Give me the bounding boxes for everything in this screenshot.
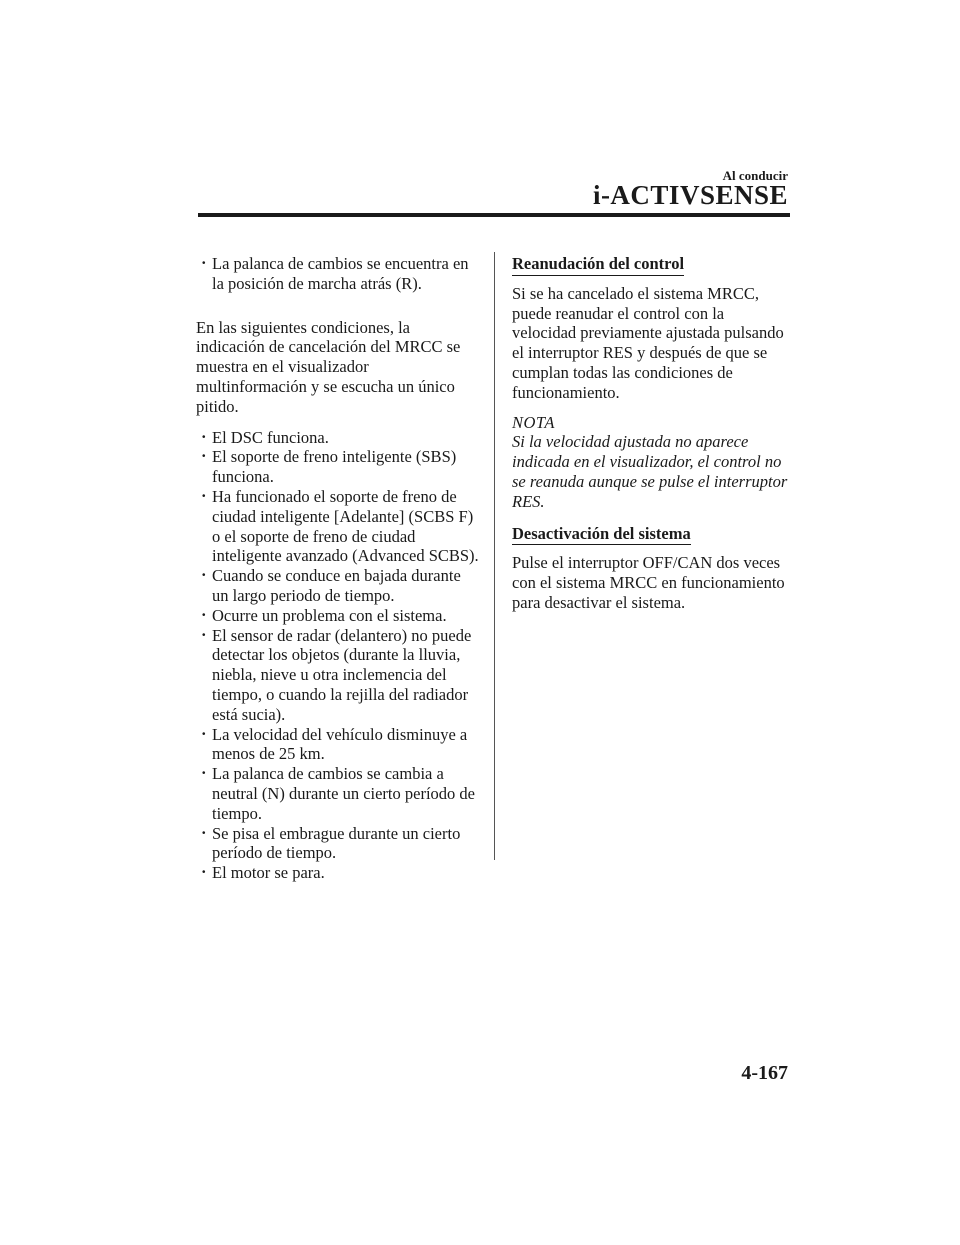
list-item: · Ocurre un problema con el sistema. xyxy=(196,606,481,626)
deactivation-text: Pulse el interruptor OFF/CAN dos veces con el sistema MRCC en funcionamiento para desactivar el sistema. xyxy=(512,553,785,612)
list-item: · El soporte de freno inteligente (SBS) funciona. xyxy=(196,447,481,487)
conditions-paragraph: En las siguientes condiciones, la indicación de cancelación del MRCC se muestra en el visualizador multinformación y se escucha un único pitido. xyxy=(196,317,461,416)
note-text: Si la velocidad ajustada no aparece indicada en el visualizador, el control no se reanuda aunque se pulse el interruptor RES. xyxy=(512,432,788,511)
list-item: · Se pisa el embrague durante un cierto período de tiempo. xyxy=(196,824,481,864)
page-number: 4-167 xyxy=(741,1062,788,1084)
list-item: · El motor se para. xyxy=(196,863,481,883)
left-column xyxy=(196,254,481,883)
note-label: NOTA xyxy=(512,412,555,432)
list-item: · Ha funcionado el soporte de freno de ciudad inteligente [Adelante] (SCBS F) o el soporte de freno de ciudad inteligente avanzado (Advanced SCBS). xyxy=(196,487,481,566)
conditions-list xyxy=(196,428,481,883)
deactivation-heading: Desactivación del sistema xyxy=(512,524,691,546)
resume-control-heading: Reanudación del control xyxy=(512,254,684,276)
header-rule xyxy=(198,213,790,217)
section-label: Al conducir xyxy=(722,168,788,183)
list-item: · La palanca de cambios se encuentra en la posición de marcha atrás (R). xyxy=(196,254,481,294)
list-item: · La velocidad del vehículo disminuye a menos de 25 km. xyxy=(196,725,481,765)
page-title: i-ACTIVSENSE xyxy=(592,180,788,210)
list-item: · El DSC funciona. xyxy=(196,428,481,448)
list-item: · Cuando se conduce en bajada durante un largo periodo de tiempo. xyxy=(196,566,481,606)
column-divider xyxy=(494,252,495,860)
resume-control-text: Si se ha cancelado el sistema MRCC, puede reanudar el control con la velocidad previamente ajustada pulsando el interruptor RES y después de que se cumplan todas las condiciones de funcionamiento. xyxy=(512,283,784,402)
right-column xyxy=(512,254,788,613)
list-item: · La palanca de cambios se cambia a neutral (N) durante un cierto período de tiempo. xyxy=(196,764,481,823)
list-item: · El sensor de radar (delantero) no puede detectar los objetos (durante la lluvia, niebla, nieve u otra inclemencia del tiempo, o cuando la rejilla del radiador está sucia). xyxy=(196,626,481,725)
intro-bullet-list xyxy=(196,254,481,294)
